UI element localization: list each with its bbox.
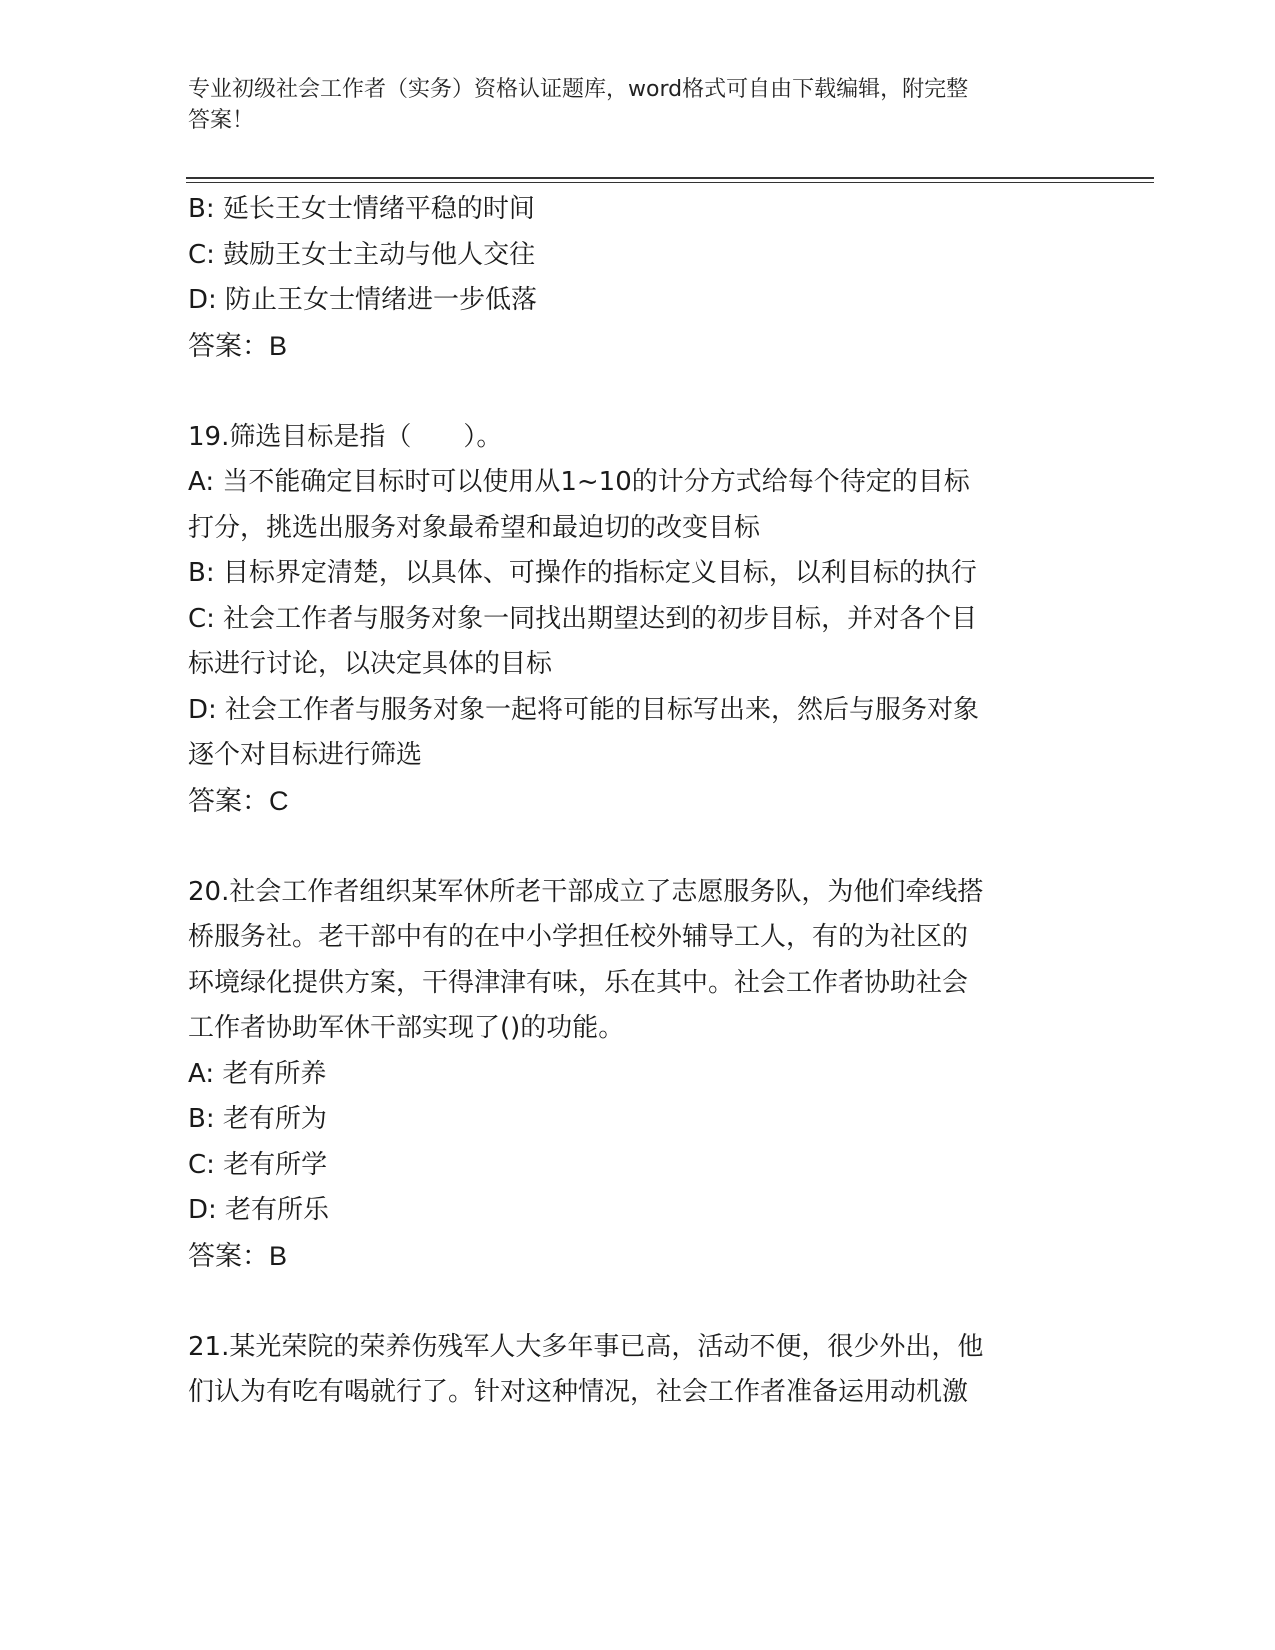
spacer bbox=[188, 1279, 1088, 1325]
q18-option-c: C: 鼓励王女士主动与他人交往 bbox=[188, 239, 536, 270]
question-content bbox=[188, 187, 1088, 1416]
q20-stem-line-3: 环境绿化提供方案，干得津津有味，乐在其中。社会工作者协助社会 bbox=[188, 967, 969, 998]
q21-stem-line-2: 们认为有吃有喝就行了。针对这种情况，社会工作者准备运用动机激 bbox=[188, 1377, 969, 1407]
q20-option-c: C: 老有所学 bbox=[188, 1149, 328, 1180]
header-line-1: 专业初级社会工作者（实务）资格认证题库，word格式可自由下载编辑，附完整 bbox=[188, 77, 969, 102]
q20-stem-line-4: 工作者协助军休干部实现了()的功能。 bbox=[188, 1013, 625, 1043]
q19-option-c-line-1: C: 社会工作者与服务对象一同找出期望达到的初步目标，并对各个目 bbox=[188, 603, 978, 634]
q19-option-d-line-1: D: 社会工作者与服务对象一起将可能的目标写出来，然后与服务对象 bbox=[188, 694, 980, 725]
q19-option-a-line-2: 打分，挑选出服务对象最希望和最迫切的改变目标 bbox=[188, 512, 761, 543]
q19-option-a-line-1: A: 当不能确定目标时可以使用从1~10的计分方式给每个待定的目标 bbox=[188, 467, 970, 497]
q19-option-c-line-2: 标进行讨论，以决定具体的目标 bbox=[188, 649, 553, 679]
spacer bbox=[188, 369, 1088, 415]
q20-stem-line-1: 20.社会工作者组织某军休所老干部成立了志愿服务队，为他们牵线搭 bbox=[188, 876, 984, 907]
header-line-2: 答案！ bbox=[188, 108, 255, 133]
q20-answer: 答案：B bbox=[188, 1240, 288, 1271]
page-header bbox=[188, 74, 1068, 136]
q18-option-d: D: 防止王女士情绪进一步低落 bbox=[188, 285, 538, 315]
q20-stem-line-2: 桥服务社。老干部中有的在中小学担任校外辅导工人，有的为社区的 bbox=[188, 922, 969, 952]
question-21-block bbox=[188, 1325, 1088, 1416]
question-18-block bbox=[188, 187, 1088, 369]
q19-answer: 答案：C bbox=[188, 785, 289, 816]
question-20-block bbox=[188, 870, 1088, 1280]
spacer bbox=[188, 824, 1088, 870]
q19-option-d-line-2: 逐个对目标进行筛选 bbox=[188, 740, 423, 770]
q20-option-b: B: 老有所为 bbox=[188, 1104, 327, 1134]
header-divider bbox=[186, 177, 1154, 183]
q21-stem-line-1: 21.某光荣院的荣养伤残军人大多年事已高，活动不便，很少外出，他 bbox=[188, 1331, 984, 1362]
q19-stem: 19.筛选目标是指（ ）。 bbox=[188, 421, 503, 452]
q20-option-a: A: 老有所养 bbox=[188, 1058, 327, 1089]
q18-answer: 答案：B bbox=[188, 330, 288, 361]
q19-option-b: B: 目标界定清楚，以具体、可操作的指标定义目标，以利目标的执行 bbox=[188, 558, 977, 588]
question-19-block bbox=[188, 415, 1088, 825]
q18-option-b: B: 延长王女士情绪平稳的时间 bbox=[188, 194, 535, 224]
q20-option-d: D: 老有所乐 bbox=[188, 1195, 330, 1225]
